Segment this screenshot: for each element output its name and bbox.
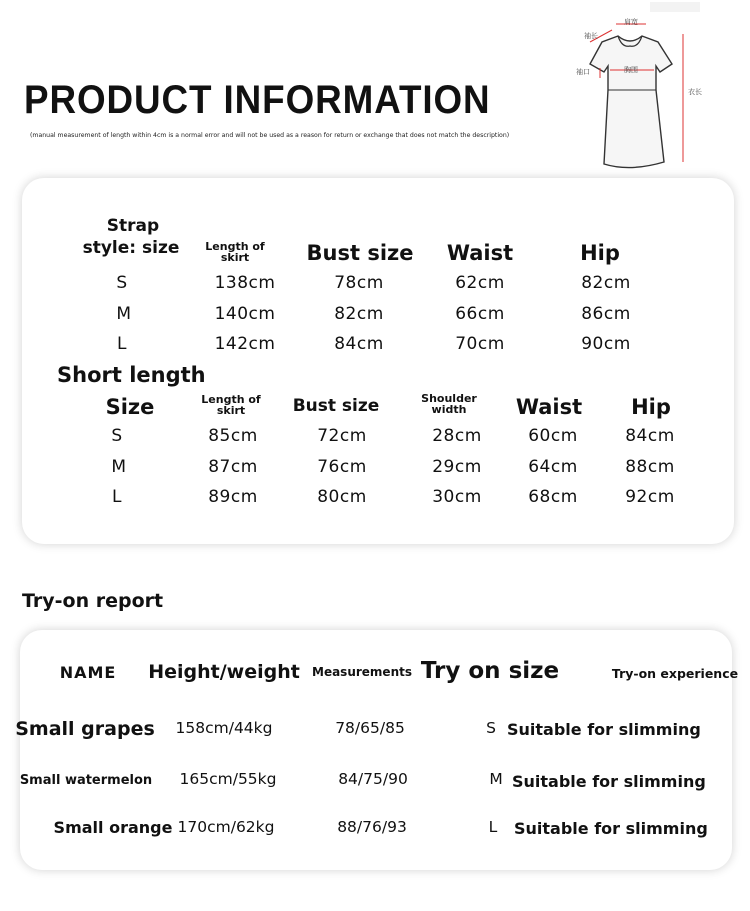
report-exp: Suitable for slimming	[514, 819, 708, 838]
table-cell: 60cm	[528, 426, 578, 446]
report-hw: 158cm/44kg	[175, 719, 273, 737]
col-waist: Waist	[446, 241, 514, 265]
table-cell: 87cm	[208, 457, 258, 477]
diagram-label: 衣长	[688, 88, 702, 96]
col-waist: Waist	[515, 395, 583, 419]
col-hip: Hip	[631, 395, 671, 419]
table-cell: 29cm	[432, 457, 482, 477]
table-cell: L	[117, 334, 127, 354]
report-size: M	[489, 770, 503, 788]
table-cell: 86cm	[581, 304, 631, 324]
col-length	[201, 394, 260, 416]
table-cell: 88cm	[625, 457, 675, 477]
strap-size-label: Strap	[106, 216, 160, 236]
report-name: Small grapes	[15, 718, 155, 740]
report-meas: 84/75/90	[338, 770, 408, 788]
table-cell: M	[111, 457, 127, 477]
table-cell: 82cm	[581, 273, 631, 293]
measurement-note: (manual measurement of length within 4cm is a normal error and will not be used as a reason for return or exchange that does not match the description)	[30, 132, 510, 139]
dress-outline-icon	[560, 2, 700, 174]
table-cell: 72cm	[317, 426, 367, 446]
report-exp: Suitable for slimming	[507, 720, 701, 739]
col-try-on-size: Try on size	[420, 658, 560, 684]
report-meas: 88/76/93	[337, 818, 407, 836]
col-measurements: Measurements	[312, 665, 412, 679]
report-meas: 78/65/85	[335, 719, 405, 737]
table-cell: 90cm	[581, 334, 631, 354]
col-bust: Bust size	[306, 241, 414, 265]
table-cell: 89cm	[208, 487, 258, 507]
table-cell: 82cm	[334, 304, 384, 324]
col-shoulder-line: Shoulder	[421, 392, 477, 405]
col-hip: Hip	[580, 241, 620, 265]
col-shoulder	[421, 393, 477, 415]
col-bust: Bust size	[292, 396, 380, 416]
col-length	[205, 241, 264, 263]
page-title: PRODUCT INFORMATION	[24, 78, 491, 122]
diagram-label: 袖长	[584, 32, 598, 40]
report-name: Small watermelon	[19, 773, 153, 788]
table-cell: 84cm	[334, 334, 384, 354]
table-cell: 85cm	[208, 426, 258, 446]
col-try-on-experience: Try-on experience	[611, 666, 739, 681]
strap-size-label: style: size	[82, 238, 180, 258]
col-height-weight: Height/weight	[148, 661, 300, 683]
table-cell: 68cm	[528, 487, 578, 507]
table-cell: 66cm	[455, 304, 505, 324]
col-length-line: Length of	[201, 393, 261, 406]
col-name: NAME	[59, 663, 117, 682]
report-hw: 170cm/62kg	[177, 818, 275, 836]
diagram-label: 袖口	[576, 68, 590, 76]
report-name: Small orange	[53, 818, 173, 837]
short-length-title: Short length	[57, 363, 206, 387]
col-size: Size	[105, 395, 155, 419]
table-cell: 80cm	[317, 487, 367, 507]
table-cell: 76cm	[317, 457, 367, 477]
table-cell: M	[116, 304, 132, 324]
table-cell: 92cm	[625, 487, 675, 507]
table-cell: 30cm	[432, 487, 482, 507]
col-length-line: skirt	[220, 251, 250, 264]
table-cell: S	[111, 426, 123, 446]
diagram-label: 胸围	[624, 66, 638, 74]
col-length-line: Length of	[205, 240, 265, 253]
dress-diagram	[560, 2, 700, 174]
table-cell: 138cm	[214, 273, 276, 293]
table-cell: 28cm	[432, 426, 482, 446]
table-cell: 84cm	[625, 426, 675, 446]
table-cell: S	[116, 273, 128, 293]
table-cell: 62cm	[455, 273, 505, 293]
try-on-report-title: Try-on report	[22, 590, 164, 612]
col-length-line: skirt	[216, 404, 246, 417]
table-cell: 140cm	[214, 304, 276, 324]
table-cell: 64cm	[528, 457, 578, 477]
col-shoulder-line: width	[431, 403, 467, 416]
table-cell: 142cm	[214, 334, 276, 354]
diagram-label: 肩宽	[624, 18, 638, 26]
report-hw: 165cm/55kg	[179, 770, 277, 788]
report-size: L	[488, 818, 498, 836]
table-cell: 70cm	[455, 334, 505, 354]
report-size: S	[486, 719, 496, 737]
table-cell: L	[112, 487, 122, 507]
report-exp: Suitable for slimming	[512, 772, 706, 791]
table-cell: 78cm	[334, 273, 384, 293]
